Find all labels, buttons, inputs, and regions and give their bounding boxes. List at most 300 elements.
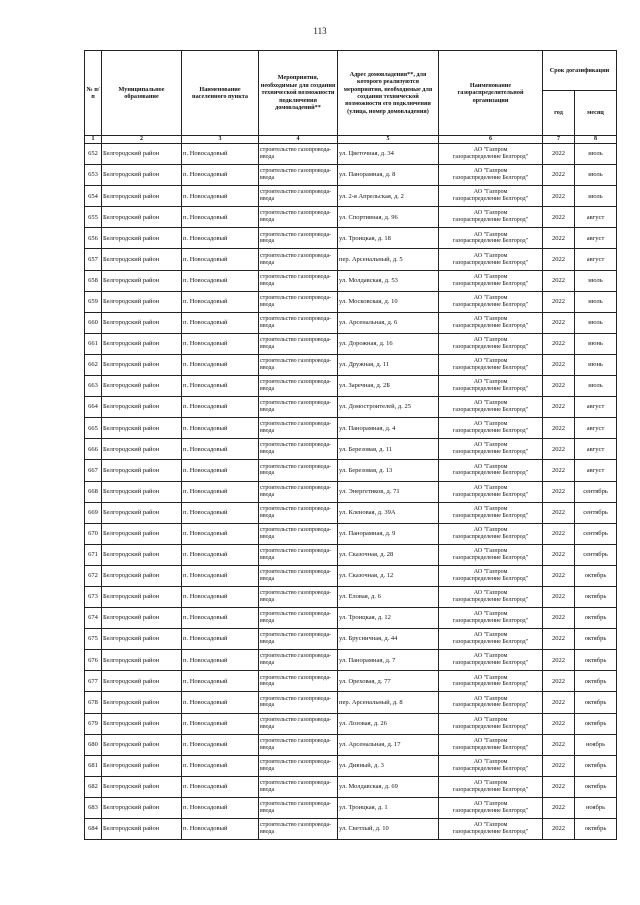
row-settlement: п. Новосадовый: [182, 186, 259, 207]
row-number: 682: [85, 776, 102, 797]
table-row: [85, 397, 617, 418]
row-event: строительство газопровода-ввода: [259, 376, 338, 397]
header-num: № п/п: [85, 51, 102, 136]
row-month: июнь: [575, 354, 617, 375]
org-line-2: газораспределение Белгород": [452, 364, 529, 371]
row-municipality: Белгородский район: [102, 608, 182, 629]
org-line-2: газораспределение Белгород": [452, 723, 529, 730]
row-organization: [439, 565, 543, 586]
row-settlement: п. Новосадовый: [182, 502, 259, 523]
row-year: 2022: [543, 586, 575, 607]
row-year: 2022: [543, 228, 575, 249]
row-month: октябрь: [575, 776, 617, 797]
row-month: ноябрь: [575, 734, 617, 755]
table-row: [85, 565, 617, 586]
row-organization: [439, 270, 543, 291]
gasification-table: [84, 50, 617, 840]
table-row: [85, 312, 617, 333]
row-organization: [439, 439, 543, 460]
row-event: строительство газопровода-ввода: [259, 186, 338, 207]
page-number: 113: [313, 26, 327, 36]
row-address: ул. Светлый, д. 10: [338, 819, 439, 840]
org-line-2: газораспределение Белгород": [452, 491, 529, 498]
row-event: строительство газопровода-ввода: [259, 460, 338, 481]
row-year: 2022: [543, 565, 575, 586]
row-event: строительство газопровода-ввода: [259, 502, 338, 523]
row-event: строительство газопровода-ввода: [259, 228, 338, 249]
row-municipality: Белгородский район: [102, 629, 182, 650]
row-municipality: Белгородский район: [102, 270, 182, 291]
row-organization: [439, 713, 543, 734]
row-address: ул. Ореховая, д. 77: [338, 671, 439, 692]
row-municipality: Белгородский район: [102, 650, 182, 671]
row-number: 656: [85, 228, 102, 249]
row-municipality: Белгородский район: [102, 776, 182, 797]
header-year: год: [543, 91, 575, 136]
row-settlement: п. Новосадовый: [182, 629, 259, 650]
org-line-1: АО "Газпром: [473, 632, 508, 639]
row-year: 2022: [543, 186, 575, 207]
org-line-1: АО "Газпром: [473, 147, 508, 154]
column-number: 1: [85, 136, 102, 144]
row-organization: [439, 523, 543, 544]
column-number: 4: [259, 136, 338, 144]
row-municipality: Белгородский район: [102, 544, 182, 565]
row-number: 667: [85, 460, 102, 481]
row-number: 679: [85, 713, 102, 734]
row-municipality: Белгородский район: [102, 734, 182, 755]
row-month: июль: [575, 165, 617, 186]
org-line-1: АО "Газпром: [473, 716, 508, 723]
row-organization: [439, 692, 543, 713]
row-number: 655: [85, 207, 102, 228]
table-row: [85, 270, 617, 291]
row-year: 2022: [543, 629, 575, 650]
row-settlement: п. Новосадовый: [182, 481, 259, 502]
table-row: [85, 207, 617, 228]
row-event: строительство газопровода-ввода: [259, 291, 338, 312]
row-address: ул. Панорамная, д. 7: [338, 650, 439, 671]
row-organization: [439, 186, 543, 207]
row-month: сентябрь: [575, 502, 617, 523]
row-event: строительство газопровода-ввода: [259, 165, 338, 186]
row-year: 2022: [543, 692, 575, 713]
org-line-2: газораспределение Белгород": [452, 807, 529, 814]
row-settlement: п. Новосадовый: [182, 650, 259, 671]
row-event: строительство газопровода-ввода: [259, 671, 338, 692]
row-organization: [439, 207, 543, 228]
org-line-1: АО "Газпром: [473, 189, 508, 196]
row-number: 683: [85, 797, 102, 818]
header-event: Мероприятия, необходимые для создания технической возможности подключения домовладений**: [259, 51, 338, 136]
row-municipality: Белгородский район: [102, 333, 182, 354]
row-settlement: п. Новосадовый: [182, 249, 259, 270]
row-municipality: Белгородский район: [102, 186, 182, 207]
row-address: ул. Березовая, д. 11: [338, 439, 439, 460]
row-address: ул. Троицкая, д. 18: [338, 228, 439, 249]
row-municipality: Белгородский район: [102, 249, 182, 270]
row-organization: [439, 755, 543, 776]
row-organization: [439, 312, 543, 333]
row-settlement: п. Новосадовый: [182, 713, 259, 734]
row-year: 2022: [543, 291, 575, 312]
row-year: 2022: [543, 819, 575, 840]
row-event: строительство газопровода-ввода: [259, 565, 338, 586]
row-year: 2022: [543, 734, 575, 755]
column-number: 5: [338, 136, 439, 144]
row-organization: [439, 165, 543, 186]
org-line-2: газораспределение Белгород": [452, 407, 529, 414]
row-settlement: п. Новосадовый: [182, 144, 259, 165]
row-month: июль: [575, 376, 617, 397]
header-settlement: Наименование населенного пункта: [182, 51, 259, 136]
row-number: 678: [85, 692, 102, 713]
row-year: 2022: [543, 460, 575, 481]
row-municipality: Белгородский район: [102, 713, 182, 734]
org-line-1: АО "Газпром: [473, 611, 508, 618]
row-month: август: [575, 207, 617, 228]
org-line-2: газораспределение Белгород": [452, 829, 529, 836]
row-year: 2022: [543, 713, 575, 734]
row-month: июль: [575, 186, 617, 207]
row-organization: [439, 734, 543, 755]
org-line-2: газораспределение Белгород": [452, 765, 529, 772]
row-settlement: п. Новосадовый: [182, 819, 259, 840]
row-year: 2022: [543, 312, 575, 333]
row-address: ул. Сказочная, д. 28: [338, 544, 439, 565]
row-month: октябрь: [575, 565, 617, 586]
column-number: 7: [543, 136, 575, 144]
row-month: июль: [575, 144, 617, 165]
table-row: [85, 165, 617, 186]
org-line-2: газораспределение Белгород": [452, 554, 529, 561]
row-month: июль: [575, 270, 617, 291]
row-month: октябрь: [575, 671, 617, 692]
row-organization: [439, 797, 543, 818]
row-municipality: Белгородский район: [102, 439, 182, 460]
org-line-1: АО "Газпром: [473, 294, 508, 301]
row-address: ул. Арсенальная, д. 6: [338, 312, 439, 333]
row-organization: [439, 608, 543, 629]
table-row: [85, 228, 617, 249]
row-year: 2022: [543, 144, 575, 165]
row-month: июль: [575, 312, 617, 333]
row-number: 677: [85, 671, 102, 692]
row-address: ул. Березовая, д. 13: [338, 460, 439, 481]
row-organization: [439, 671, 543, 692]
row-year: 2022: [543, 671, 575, 692]
row-organization: [439, 249, 543, 270]
table-row: [85, 671, 617, 692]
row-event: строительство газопровода-ввода: [259, 249, 338, 270]
row-year: 2022: [543, 439, 575, 460]
row-event: строительство газопровода-ввода: [259, 586, 338, 607]
row-address: ул. Цветочная, д. 34: [338, 144, 439, 165]
org-line-1: АО "Газпром: [473, 695, 508, 702]
row-number: 661: [85, 333, 102, 354]
org-line-2: газораспределение Белгород": [452, 259, 529, 266]
row-year: 2022: [543, 249, 575, 270]
row-settlement: п. Новосадовый: [182, 376, 259, 397]
table-row: [85, 460, 617, 481]
row-organization: [439, 333, 543, 354]
org-line-2: газораспределение Белгород": [452, 301, 529, 308]
org-line-1: АО "Газпром: [473, 442, 508, 449]
org-line-2: газораспределение Белгород": [452, 512, 529, 519]
row-month: октябрь: [575, 819, 617, 840]
row-address: ул. Панорамная, д. 9: [338, 523, 439, 544]
row-municipality: Белгородский район: [102, 312, 182, 333]
row-number: 669: [85, 502, 102, 523]
table-row: [85, 523, 617, 544]
row-settlement: п. Новосадовый: [182, 755, 259, 776]
row-number: 675: [85, 629, 102, 650]
row-organization: [439, 586, 543, 607]
row-event: строительство газопровода-ввода: [259, 481, 338, 502]
row-address: ул. 2-я Апрельская, д. 2: [338, 186, 439, 207]
org-line-1: АО "Газпром: [473, 379, 508, 386]
row-year: 2022: [543, 523, 575, 544]
row-organization: [439, 650, 543, 671]
row-year: 2022: [543, 608, 575, 629]
org-line-1: АО "Газпром: [473, 674, 508, 681]
org-line-2: газораспределение Белгород": [452, 639, 529, 646]
row-settlement: п. Новосадовый: [182, 586, 259, 607]
org-line-1: АО "Газпром: [473, 569, 508, 576]
row-organization: [439, 776, 543, 797]
row-year: 2022: [543, 650, 575, 671]
row-address: ул. Дивный, д. 3: [338, 755, 439, 776]
column-number: 2: [102, 136, 182, 144]
org-line-1: АО "Газпром: [473, 737, 508, 744]
header-term: Срок догазификации: [543, 51, 617, 91]
org-line-2: газораспределение Белгород": [452, 196, 529, 203]
org-line-1: АО "Газпром: [473, 315, 508, 322]
org-line-2: газораспределение Белгород": [452, 238, 529, 245]
org-line-1: АО "Газпром: [473, 463, 508, 470]
row-month: сентябрь: [575, 523, 617, 544]
row-event: строительство газопровода-ввода: [259, 144, 338, 165]
header-org: Наименование газораспределительной организации: [439, 51, 543, 136]
row-address: ул. Троицкая, д. 12: [338, 608, 439, 629]
row-settlement: п. Новосадовый: [182, 608, 259, 629]
row-address: ул. Московская, д. 10: [338, 291, 439, 312]
row-event: строительство газопровода-ввода: [259, 692, 338, 713]
row-event: строительство газопровода-ввода: [259, 734, 338, 755]
row-number: 680: [85, 734, 102, 755]
row-organization: [439, 629, 543, 650]
row-number: 660: [85, 312, 102, 333]
row-address: пер. Арсенальный, д. 8: [338, 692, 439, 713]
row-municipality: Белгородский район: [102, 397, 182, 418]
row-organization: [439, 544, 543, 565]
org-line-1: АО "Газпром: [473, 547, 508, 554]
row-year: 2022: [543, 376, 575, 397]
row-address: ул. Троицкая, д. 1: [338, 797, 439, 818]
org-line-1: АО "Газпром: [473, 273, 508, 280]
org-line-1: АО "Газпром: [473, 505, 508, 512]
row-settlement: п. Новосадовый: [182, 544, 259, 565]
row-event: строительство газопровода-ввода: [259, 713, 338, 734]
row-number: 654: [85, 186, 102, 207]
row-event: строительство газопровода-ввода: [259, 439, 338, 460]
row-municipality: Белгородский район: [102, 376, 182, 397]
table-row: [85, 797, 617, 818]
row-number: 666: [85, 439, 102, 460]
row-settlement: п. Новосадовый: [182, 270, 259, 291]
row-organization: [439, 144, 543, 165]
row-address: ул. Кленовая, д. 39А: [338, 502, 439, 523]
row-year: 2022: [543, 333, 575, 354]
org-line-2: газораспределение Белгород": [452, 343, 529, 350]
row-address: ул. Заречная, д. 2Б: [338, 376, 439, 397]
org-line-2: газораспределение Белгород": [452, 681, 529, 688]
org-line-2: газораспределение Белгород": [452, 154, 529, 161]
row-municipality: Белгородский район: [102, 565, 182, 586]
row-month: октябрь: [575, 755, 617, 776]
row-month: октябрь: [575, 650, 617, 671]
row-settlement: п. Новосадовый: [182, 523, 259, 544]
row-organization: [439, 481, 543, 502]
row-event: строительство газопровода-ввода: [259, 544, 338, 565]
row-event: строительство газопровода-ввода: [259, 629, 338, 650]
row-month: август: [575, 460, 617, 481]
row-settlement: п. Новосадовый: [182, 460, 259, 481]
row-address: ул. Молдавская, д. 69: [338, 776, 439, 797]
org-line-1: АО "Газпром: [473, 358, 508, 365]
row-year: 2022: [543, 502, 575, 523]
row-municipality: Белгородский район: [102, 671, 182, 692]
row-address: ул. Брусничная, д. 44: [338, 629, 439, 650]
row-address: ул. Молдавская, д. 53: [338, 270, 439, 291]
row-settlement: п. Новосадовый: [182, 397, 259, 418]
row-settlement: п. Новосадовый: [182, 776, 259, 797]
row-month: июль: [575, 291, 617, 312]
row-year: 2022: [543, 207, 575, 228]
org-line-2: газораспределение Белгород": [452, 533, 529, 540]
row-event: строительство газопровода-ввода: [259, 650, 338, 671]
org-line-1: АО "Газпром: [473, 484, 508, 491]
row-year: 2022: [543, 481, 575, 502]
row-municipality: Белгородский район: [102, 460, 182, 481]
column-number: 3: [182, 136, 259, 144]
table-row: [85, 333, 617, 354]
row-municipality: Белгородский район: [102, 291, 182, 312]
row-settlement: п. Новосадовый: [182, 228, 259, 249]
org-line-2: газораспределение Белгород": [452, 386, 529, 393]
row-month: октябрь: [575, 608, 617, 629]
row-address: ул. Энергетиков, д. 71: [338, 481, 439, 502]
row-organization: [439, 376, 543, 397]
row-number: 664: [85, 397, 102, 418]
row-event: строительство газопровода-ввода: [259, 354, 338, 375]
row-event: строительство газопровода-ввода: [259, 312, 338, 333]
org-line-2: газораспределение Белгород": [452, 175, 529, 182]
row-municipality: Белгородский район: [102, 144, 182, 165]
row-month: октябрь: [575, 629, 617, 650]
row-organization: [439, 228, 543, 249]
table-row: [85, 144, 617, 165]
row-month: октябрь: [575, 586, 617, 607]
org-line-2: газораспределение Белгород": [452, 575, 529, 582]
row-address: ул. Дружная, д. 11: [338, 354, 439, 375]
row-municipality: Белгородский район: [102, 586, 182, 607]
row-address: ул. Спортивная, д. 96: [338, 207, 439, 228]
row-number: 658: [85, 270, 102, 291]
row-municipality: Белгородский район: [102, 418, 182, 439]
row-municipality: Белгородский район: [102, 207, 182, 228]
row-organization: [439, 460, 543, 481]
header-address: Адрес домовладения**, для которого реализуются мероприятия, необходимые для создания технической возможности его подключения (улица, номер домовладения): [338, 51, 439, 136]
table-row: [85, 439, 617, 460]
row-organization: [439, 397, 543, 418]
org-line-1: АО "Газпром: [473, 758, 508, 765]
table-row: [85, 186, 617, 207]
row-address: ул. Сказочная, д. 12: [338, 565, 439, 586]
row-event: строительство газопровода-ввода: [259, 397, 338, 418]
row-number: 663: [85, 376, 102, 397]
org-line-2: газораспределение Белгород": [452, 744, 529, 751]
org-line-1: АО "Газпром: [473, 526, 508, 533]
row-year: 2022: [543, 544, 575, 565]
row-number: 673: [85, 586, 102, 607]
table-row: [85, 354, 617, 375]
row-event: строительство газопровода-ввода: [259, 819, 338, 840]
table-row: [85, 776, 617, 797]
row-address: ул. Панорамная, д. 4: [338, 418, 439, 439]
org-line-2: газораспределение Белгород": [452, 597, 529, 604]
row-organization: [439, 354, 543, 375]
row-number: 671: [85, 544, 102, 565]
row-organization: [439, 502, 543, 523]
row-settlement: п. Новосадовый: [182, 207, 259, 228]
org-line-1: АО "Газпром: [473, 400, 508, 407]
org-line-2: газораспределение Белгород": [452, 786, 529, 793]
org-line-2: газораспределение Белгород": [452, 428, 529, 435]
row-municipality: Белгородский район: [102, 755, 182, 776]
table-row: [85, 819, 617, 840]
row-month: август: [575, 397, 617, 418]
row-number: 681: [85, 755, 102, 776]
column-number: 6: [439, 136, 543, 144]
row-address: пер. Арсенальный, д. 5: [338, 249, 439, 270]
row-year: 2022: [543, 797, 575, 818]
org-line-2: газораспределение Белгород": [452, 618, 529, 625]
row-month: август: [575, 439, 617, 460]
row-number: 672: [85, 565, 102, 586]
row-municipality: Белгородский район: [102, 819, 182, 840]
table-row: [85, 734, 617, 755]
row-address: ул. Панорамная, д. 8: [338, 165, 439, 186]
row-event: строительство газопровода-ввода: [259, 333, 338, 354]
org-line-2: газораспределение Белгород": [452, 322, 529, 329]
table-row: [85, 692, 617, 713]
row-year: 2022: [543, 354, 575, 375]
table-row: [85, 586, 617, 607]
org-line-1: АО "Газпром: [473, 653, 508, 660]
row-event: строительство газопровода-ввода: [259, 523, 338, 544]
table-row: [85, 418, 617, 439]
row-settlement: п. Новосадовый: [182, 797, 259, 818]
row-event: строительство газопровода-ввода: [259, 207, 338, 228]
row-organization: [439, 418, 543, 439]
row-settlement: п. Новосадовый: [182, 165, 259, 186]
row-municipality: Белгородский район: [102, 523, 182, 544]
row-event: строительство газопровода-ввода: [259, 270, 338, 291]
row-number: 665: [85, 418, 102, 439]
org-line-2: газораспределение Белгород": [452, 449, 529, 456]
row-settlement: п. Новосадовый: [182, 671, 259, 692]
